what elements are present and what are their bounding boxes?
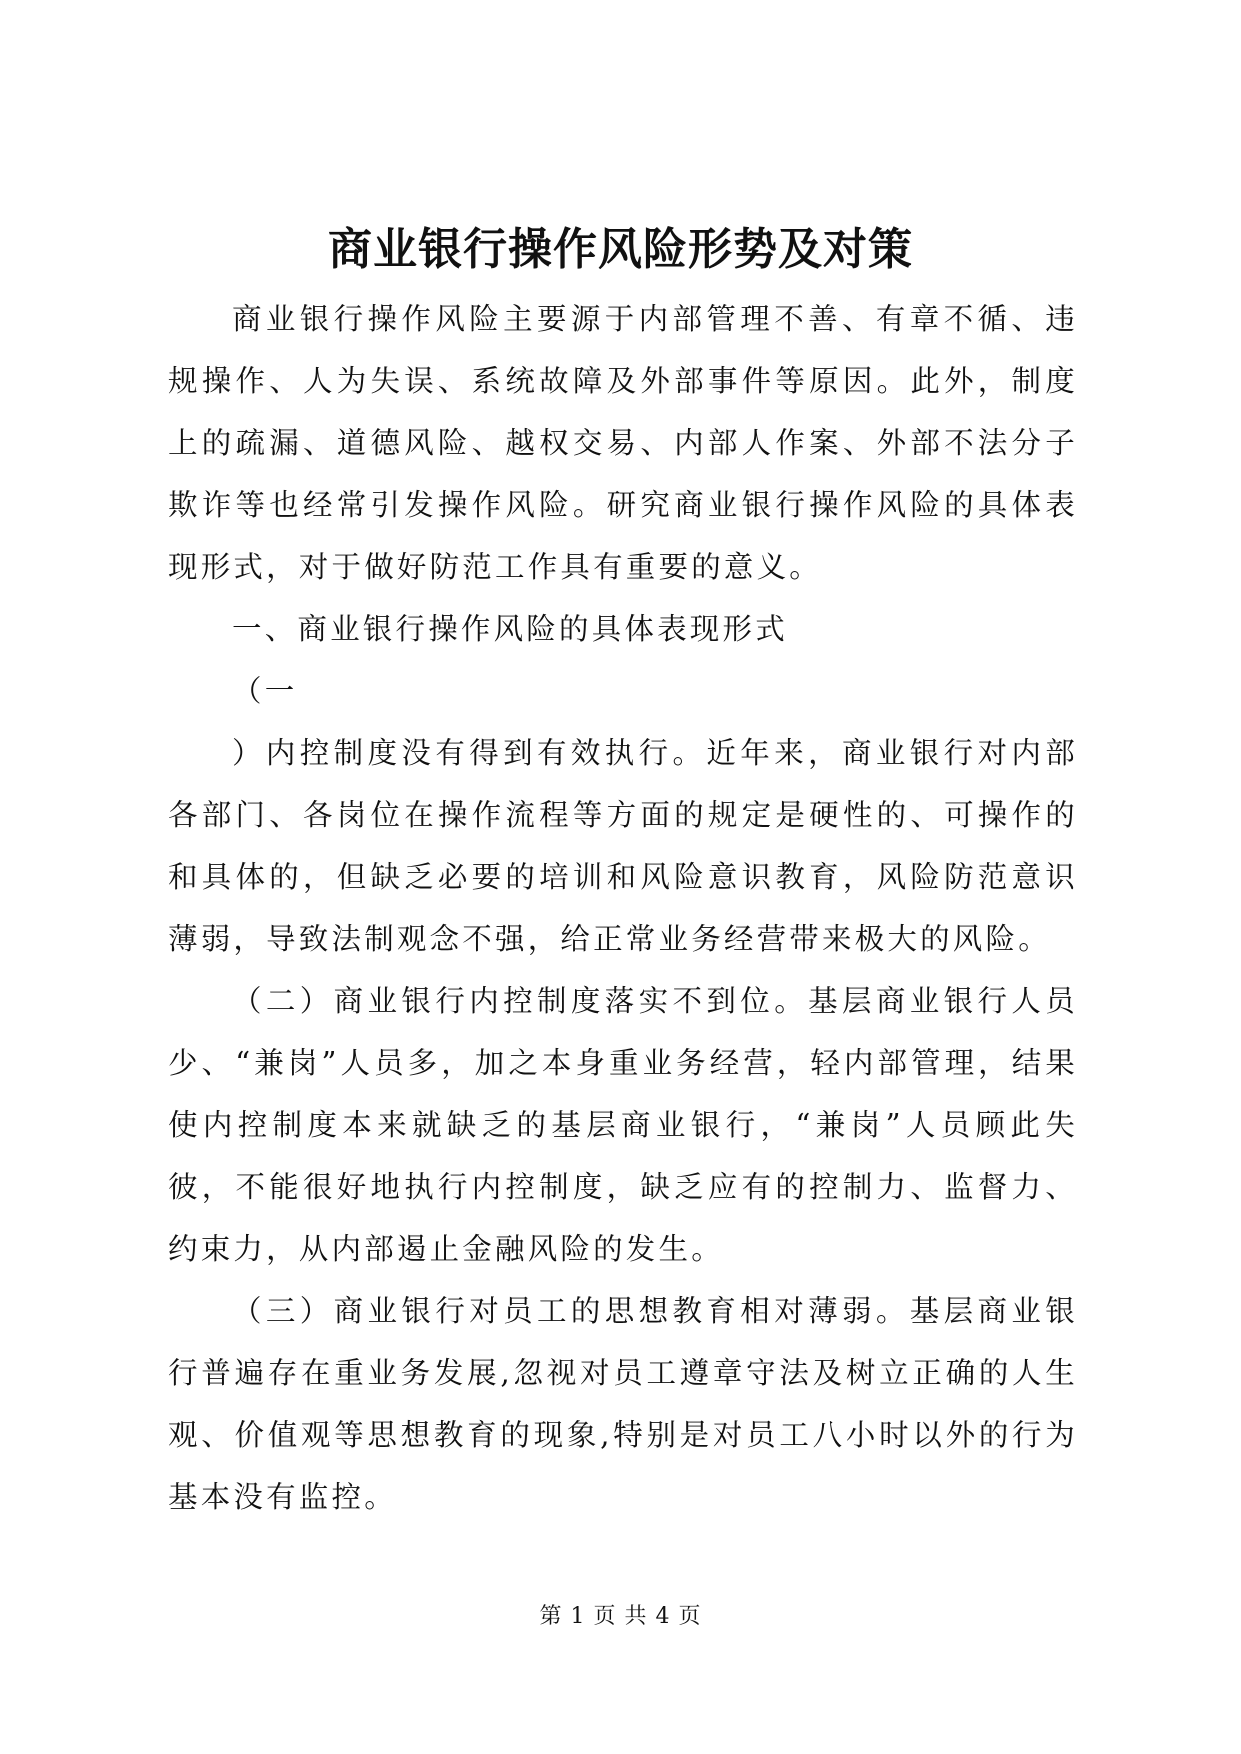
document-title: 商业银行操作风险形势及对策 <box>328 224 913 275</box>
document-body <box>168 288 1078 1528</box>
paragraph-2: （二）商业银行内控制度落实不到位。基层商业银行人员少、“兼岗”人员多，加之本身重业务经营，轻内部管理，结果使内控制度本来就缺乏的基层商业银行，“兼岗”人员顾此失彼，不能很好地执行内控制度，缺乏应有的控制力、监督力、约束力，从内部遏止金融风险的发生。 <box>168 984 1078 1266</box>
paragraph-3: （三）商业银行对员工的思想教育相对薄弱。基层商业银行普遍存在重业务发展,忽视对员工遵章守法及树立正确的人生观、价值观等思想教育的现象,特别是对员工八小时以外的行为基本没有监控。 <box>168 1294 1078 1514</box>
paragraph-intro: 商业银行操作风险主要源于内部管理不善、有章不循、违规操作、人为失误、系统故障及外部事件等原因。此外，制度上的疏漏、道德风险、越权交易、内部人作案、外部不法分子欺诈等也经常引发操作风险。研究商业银行操作风险的具体表现形式，对于做好防范工作具有重要的意义。 <box>168 302 1078 584</box>
paragraph-1: ）内控制度没有得到有效执行。近年来，商业银行对内部各部门、各岗位在操作流程等方面的规定是硬性的、可操作的和具体的，但缺乏必要的培训和风险意识教育，风险防范意识薄弱，导致法制观念不强，给正常业务经营带来极大的风险。 <box>168 736 1078 956</box>
page-footer: 第 1 页 共 4 页 <box>539 1604 702 1629</box>
subsection-marker-1: （一 <box>232 674 298 708</box>
section-heading-1: 一、商业银行操作风险的具体表现形式 <box>232 612 788 646</box>
